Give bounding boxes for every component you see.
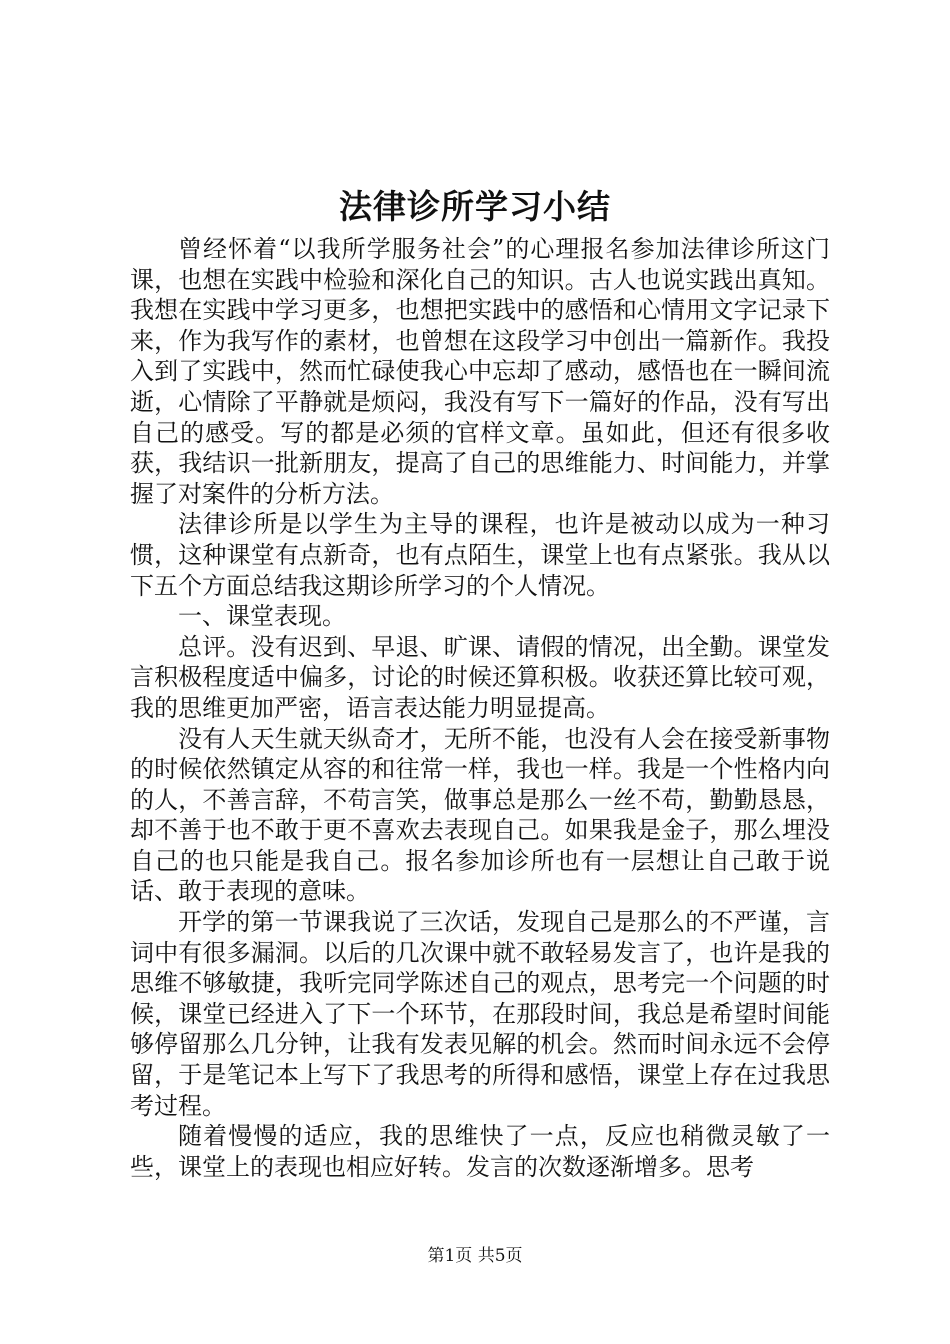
section-heading: 一、课堂表现。 bbox=[178, 602, 346, 631]
page-number-footer: 第1页 共5页 bbox=[427, 1246, 523, 1266]
paragraph: 曾经怀着“以我所学服务社会”的心理报名参加法律诊所这门课，也想在实践中检验和深化自己的知识。古人也说实践出真知。我想在实践中学习更多，也想把实践中的感悟和心情用文字记录下来，作为我写作的素材，也曾想在这段学习中创出一篇新作。我投入到了实践中，然而忙碌使我心中忘却了感动，感悟也在一瞬间流逝，心情除了平静就是烦闷，我没有写下一篇好的作品，没有写出自己的感受。写的都是必须的官样文章。虽如此，但还有很多收获，我结识一批新朋友，提高了自己的思维能力、时间能力，并掌握了对案件的分析方法。 bbox=[130, 235, 830, 508]
paragraph: 开学的第一节课我说了三次话，发现自己是那么的不严谨，言词中有很多漏洞。以后的几次课中就不敢轻易发言了，也许是我的思维不够敏捷，我听完同学陈述自己的观点，思考完一个问题的时候，课堂已经进入了下一个环节，在那段时间，我总是希望时间能够停留那么几分钟，让我有发表见解的机会。然而时间永远不会停留，于是笔记本上写下了我思考的所得和感悟，课堂上存在过我思考过程。 bbox=[130, 908, 830, 1120]
paragraph: 没有人天生就天纵奇才，无所不能，也没有人会在接受新事物的时候依然镇定从容的和往常一样，我也一样。我是一个性格内向的人，不善言辞，不苟言笑，做事总是那么一丝不苟，勤勤恳恳，却不善于也不敢于更不喜欢去表现自己。如果我是金子，那么埋没自己的也只能是我自己。报名参加诊所也有一层想让自己敢于说话、敢于表现的意味。 bbox=[130, 724, 830, 906]
paragraph: 法律诊所是以学生为主导的课程，也许是被动以成为一种习惯，这种课堂有点新奇，也有点陌生，课堂上也有点紧张。我从以下五个方面总结我这期诊所学习的个人情况。 bbox=[130, 510, 830, 600]
document-title: 法律诊所学习小结 bbox=[339, 187, 611, 226]
document-body bbox=[130, 234, 830, 1182]
paragraph: 总评。没有迟到、早退、旷课、请假的情况，出全勤。课堂发言积极程度适中偏多，讨论的时候还算积极。收获还算比较可观，我的思维更加严密，语言表达能力明显提高。 bbox=[130, 632, 830, 722]
paragraph: 随着慢慢的适应，我的思维快了一点，反应也稍微灵敏了一些，课堂上的表现也相应好转。发言的次数逐渐增多。思考 bbox=[130, 1122, 830, 1181]
